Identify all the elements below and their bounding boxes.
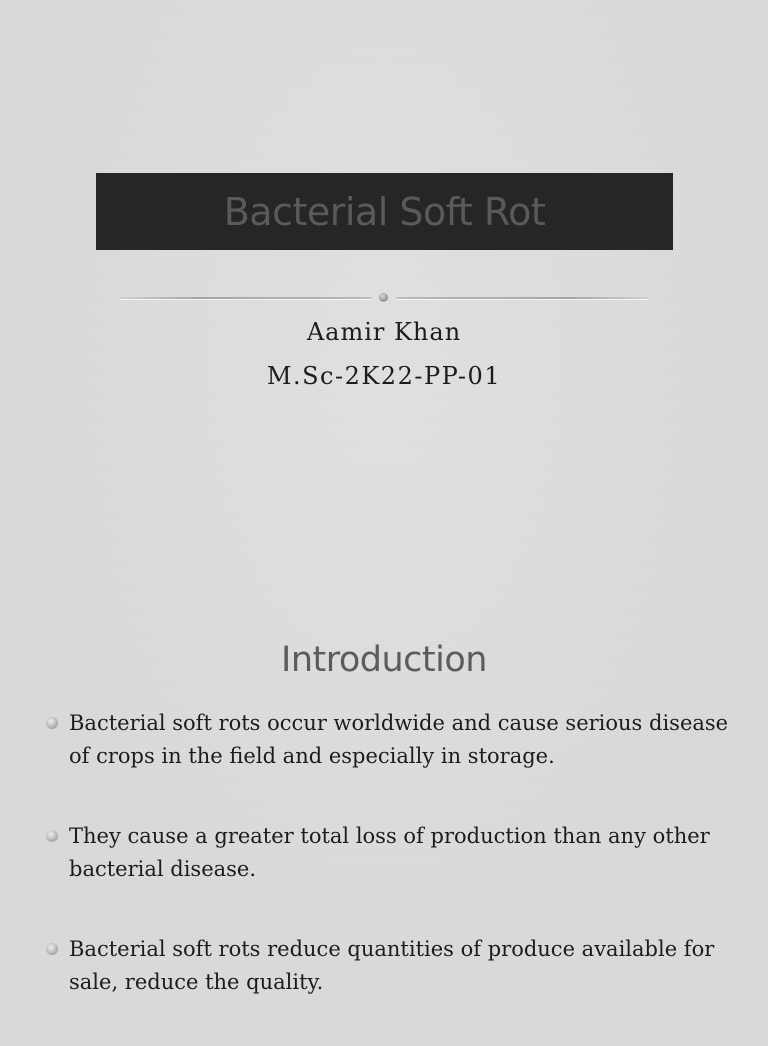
divider-line-right — [396, 297, 648, 299]
list-item — [44, 707, 744, 773]
intro-heading: Introduction — [281, 640, 487, 680]
divider-dot-icon — [379, 293, 388, 302]
bullet-text: Bacterial soft rots occur worldwide and cause serious disease of crops in the field and especially in storage. — [69, 711, 729, 768]
slide-title: Bacterial Soft Rot — [223, 189, 546, 234]
roll-number: M.Sc-2K22-PP-01 — [266, 362, 502, 390]
title-divider — [120, 290, 648, 306]
intro-bullet-list — [44, 707, 744, 1046]
divider-line-left — [120, 297, 372, 299]
bullet-icon — [46, 717, 58, 729]
bullet-icon — [46, 830, 58, 842]
bullet-text: They cause a greater total loss of production than any other bacterial disease. — [69, 824, 710, 881]
bullet-icon — [46, 943, 58, 955]
list-item — [44, 820, 744, 886]
title-banner — [96, 173, 673, 250]
list-item — [44, 933, 744, 999]
bullet-text: Bacterial soft rots reduce quantities of produce available for sale, reduce the quality. — [69, 937, 715, 994]
author-name: Aamir Khan — [306, 318, 462, 346]
